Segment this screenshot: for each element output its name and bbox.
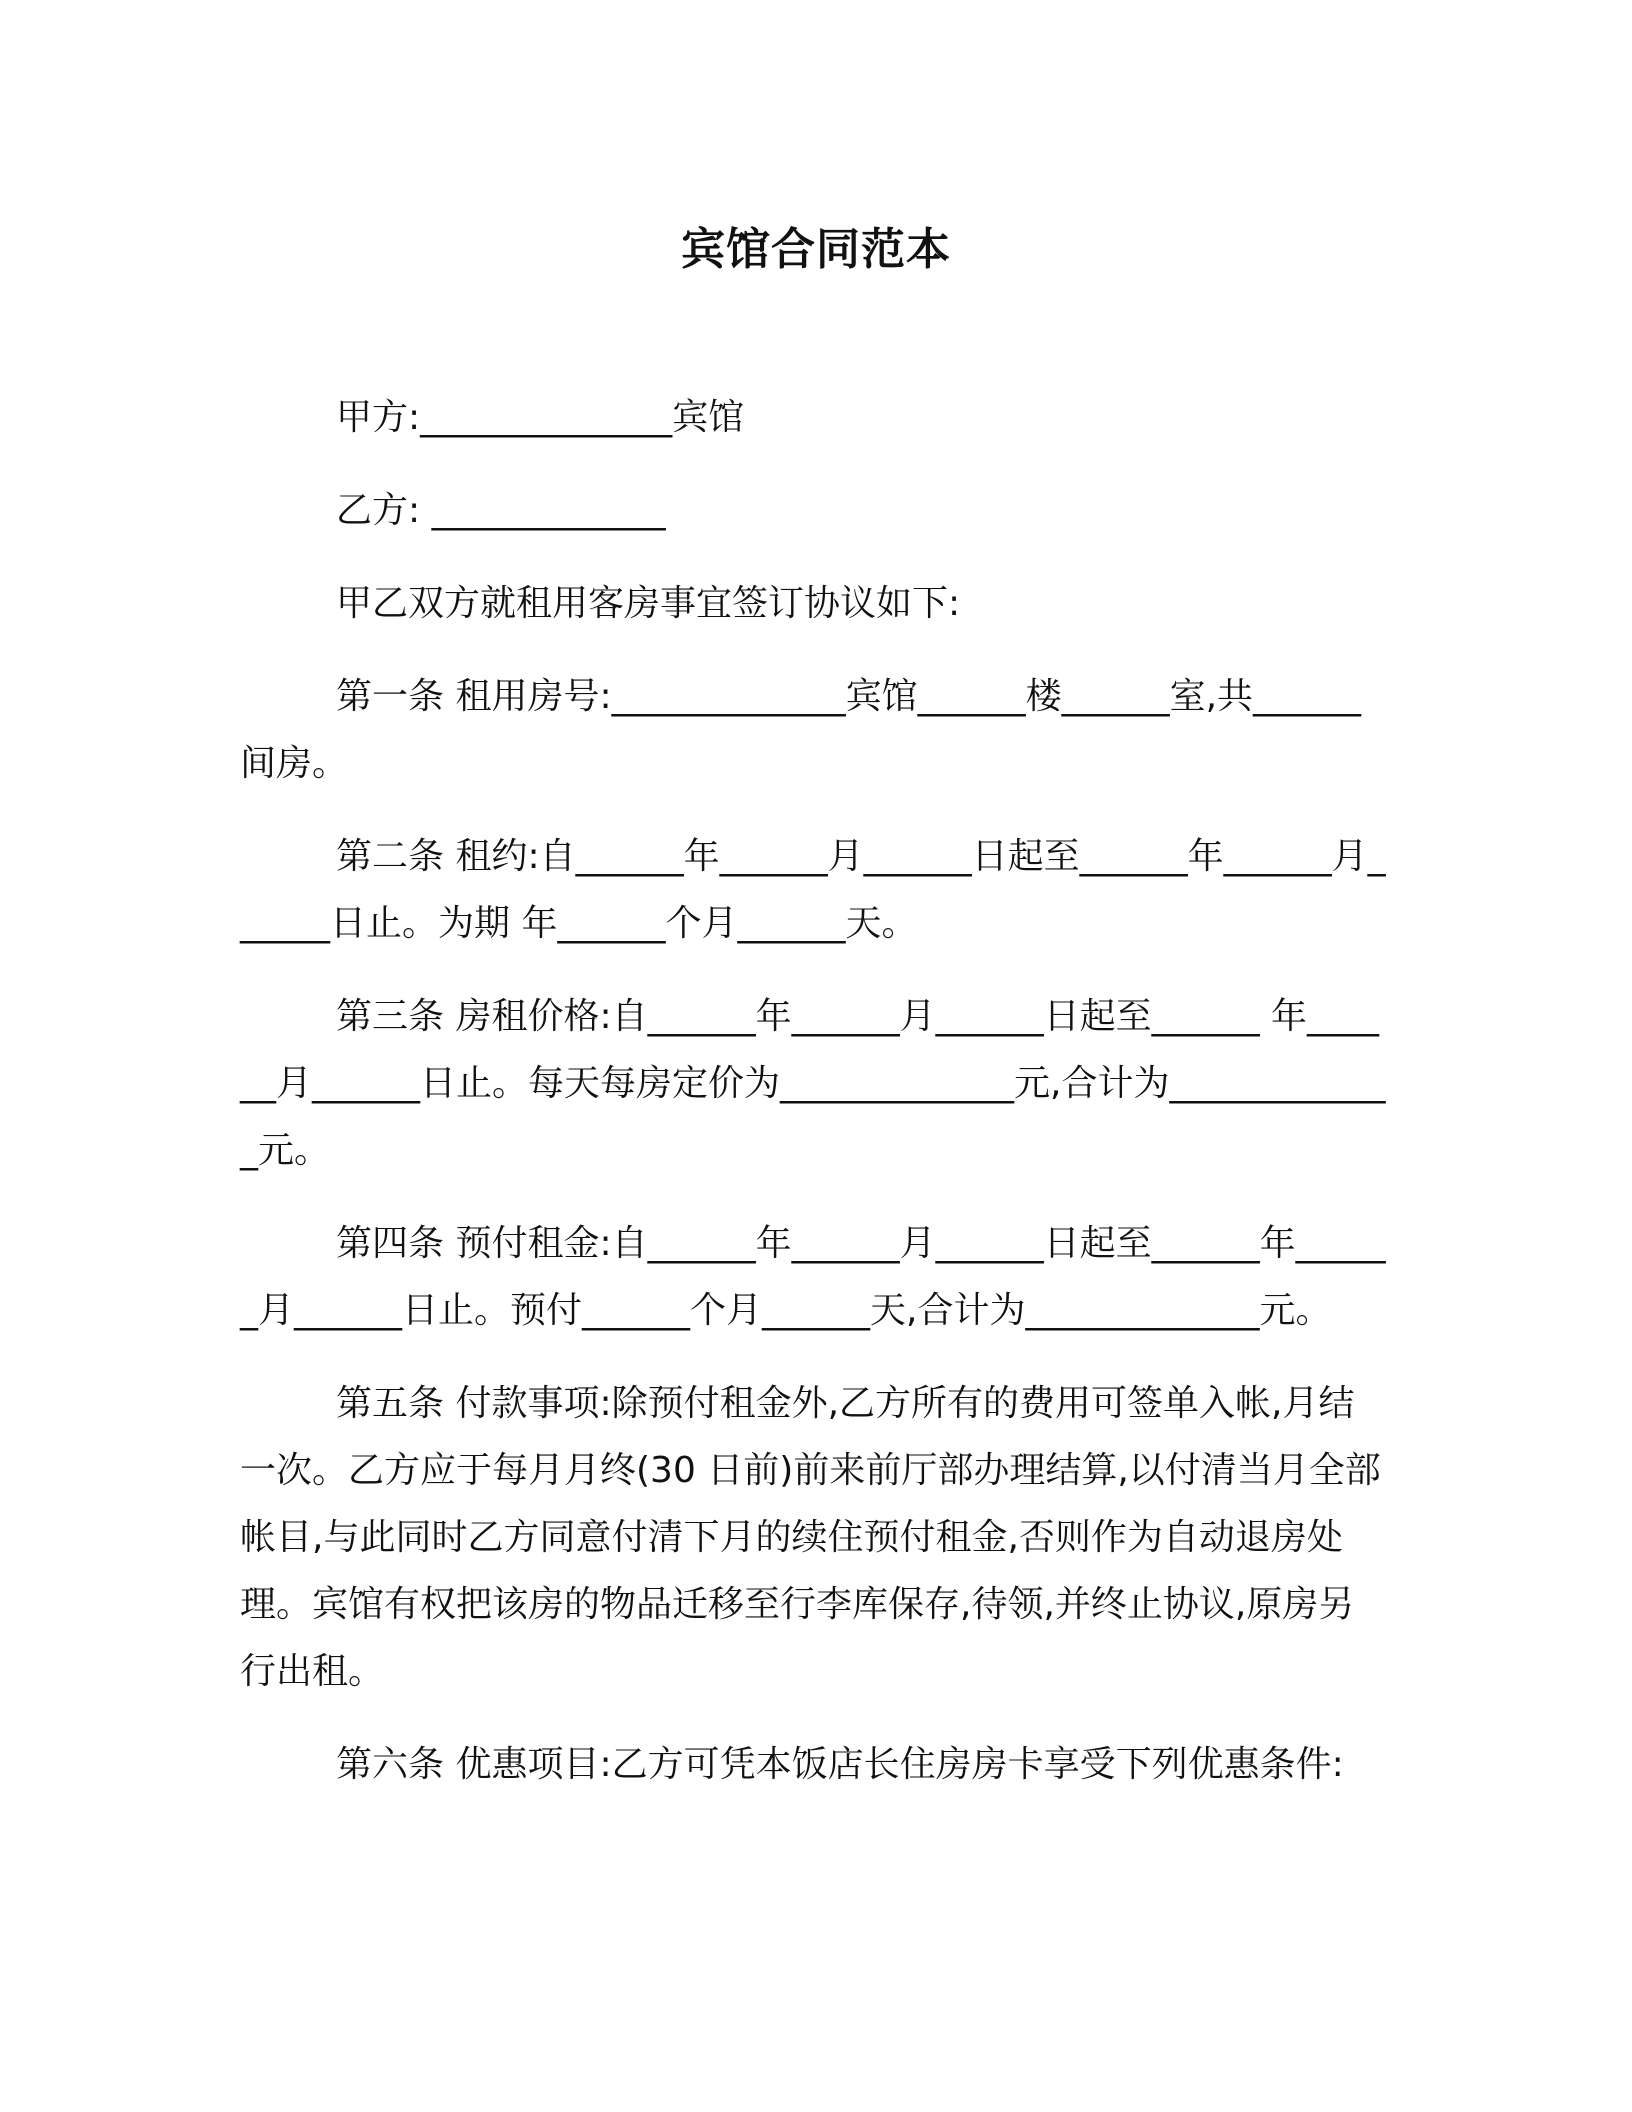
article-3-room-price: 第三条 房租价格:自______年______月______日起至______ 年______月______日止。每天每房定价为_____________元,合计为_____________元。	[240, 996, 1386, 1171]
article-1-room-number: 第一条 租用房号:_____________宾馆______楼______室,共______间房。	[240, 676, 1362, 784]
document-title: 宾馆合同范本	[681, 224, 951, 275]
party-b-line: 乙方: _____________	[336, 490, 666, 531]
party-a-line: 甲方:______________宾馆	[336, 397, 745, 438]
agreement-intro: 甲乙双方就租用客房事宜签订协议如下:	[336, 583, 961, 624]
article-4-prepaid-rent: 第四条 预付租金:自______年______月______日起至______年______月______日止。预付______个月______天,合计为_____________元。	[240, 1223, 1386, 1331]
document-body	[240, 384, 1390, 1824]
article-5-payment-terms: 第五条 付款事项:除预付租金外,乙方所有的费用可签单入帐,月结一次。乙方应于每月月终(30 日前)前来前厅部办理结算,以付清当月全部帐目,与此同时乙方同意付清下月的续住预付租金,否则作为自动退房处理。宾馆有权把该房的物品迁移至行李库保存,待领,并终止协议,原房另行出租。	[240, 1383, 1381, 1692]
article-2-lease-term: 第二条 租约:自______年______月______日起至______年______月______日止。为期 年______个月______天。	[240, 836, 1386, 944]
article-6-discounts: 第六条 优惠项目:乙方可凭本饭店长住房房卡享受下列优惠条件:	[336, 1744, 1344, 1785]
